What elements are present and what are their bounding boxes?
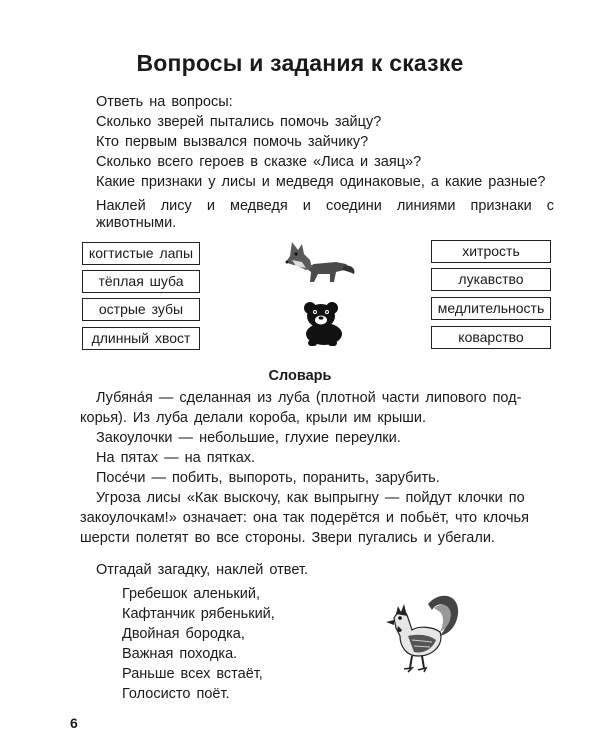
- riddle-line: Двойная бородка,: [122, 626, 245, 642]
- dictionary-line: закоулочкам!» означает: она так подерётся и побьёт, что клочья: [80, 510, 529, 526]
- trait-box-treachery[interactable]: коварство: [431, 326, 551, 349]
- feature-box-fur[interactable]: тёплая шуба: [82, 270, 200, 293]
- riddle-line: Гребешок аленький,: [122, 586, 261, 602]
- dictionary-line: Закоулочки — небольшие, глухие переулки.: [96, 430, 401, 446]
- riddle-line: Кафтанчик рябенький,: [122, 606, 275, 622]
- dictionary-line: Посе́чи — побить, выпороть, поранить, зарубить.: [96, 470, 440, 486]
- feature-box-claws[interactable]: когтистые лапы: [82, 242, 200, 265]
- question-1: Сколько зверей пытались помочь зайцу?: [96, 114, 382, 130]
- page-title: Вопросы и задания к сказке: [136, 50, 464, 76]
- feature-box-tail[interactable]: длинный хвост: [82, 327, 200, 350]
- bear-icon: [298, 298, 346, 346]
- riddle-line: Голосисто поёт.: [122, 686, 230, 702]
- riddle-line: Раньше всех встаёт,: [122, 666, 263, 682]
- task-instruction: Наклей лису и медведя и соедини линиями признаки с животными.: [96, 198, 554, 231]
- page-number: 6: [70, 715, 78, 731]
- questions-intro: Ответь на вопросы:: [96, 94, 233, 110]
- riddle-instruction: Отгадай загадку, наклей ответ.: [96, 562, 308, 578]
- dictionary-line: Угроза лисы «Как выскочу, как выпрыгну — пойдут клочки по: [96, 490, 525, 506]
- question-3: Сколько всего героев в сказке «Лиса и заяц»?: [96, 154, 422, 170]
- trait-box-slowness[interactable]: медлительность: [431, 297, 551, 320]
- dictionary-line: шерсти полетят во все стороны. Звери пугались и убегали.: [80, 530, 495, 546]
- dictionary-line: Лубяна́я — сделанная из луба (плотной части липового под-: [96, 390, 522, 406]
- riddle-line: Важная походка.: [122, 646, 238, 662]
- fox-icon: [284, 238, 356, 286]
- trait-box-cunning[interactable]: хитрость: [431, 240, 551, 263]
- trait-box-slyness[interactable]: лукавство: [431, 268, 551, 291]
- dictionary-line: На пятах — на пятках.: [96, 450, 256, 466]
- dictionary-title: Словарь: [268, 368, 332, 384]
- question-4: Какие признаки у лисы и медведя одинаковые, а какие разные?: [96, 174, 546, 190]
- question-2: Кто первым вызвался помочь зайчику?: [96, 134, 369, 150]
- feature-box-teeth[interactable]: острые зубы: [82, 298, 200, 321]
- rooster-icon: [378, 584, 462, 674]
- dictionary-line: корья). Из луба делали короба, крыли им крыши.: [80, 410, 427, 426]
